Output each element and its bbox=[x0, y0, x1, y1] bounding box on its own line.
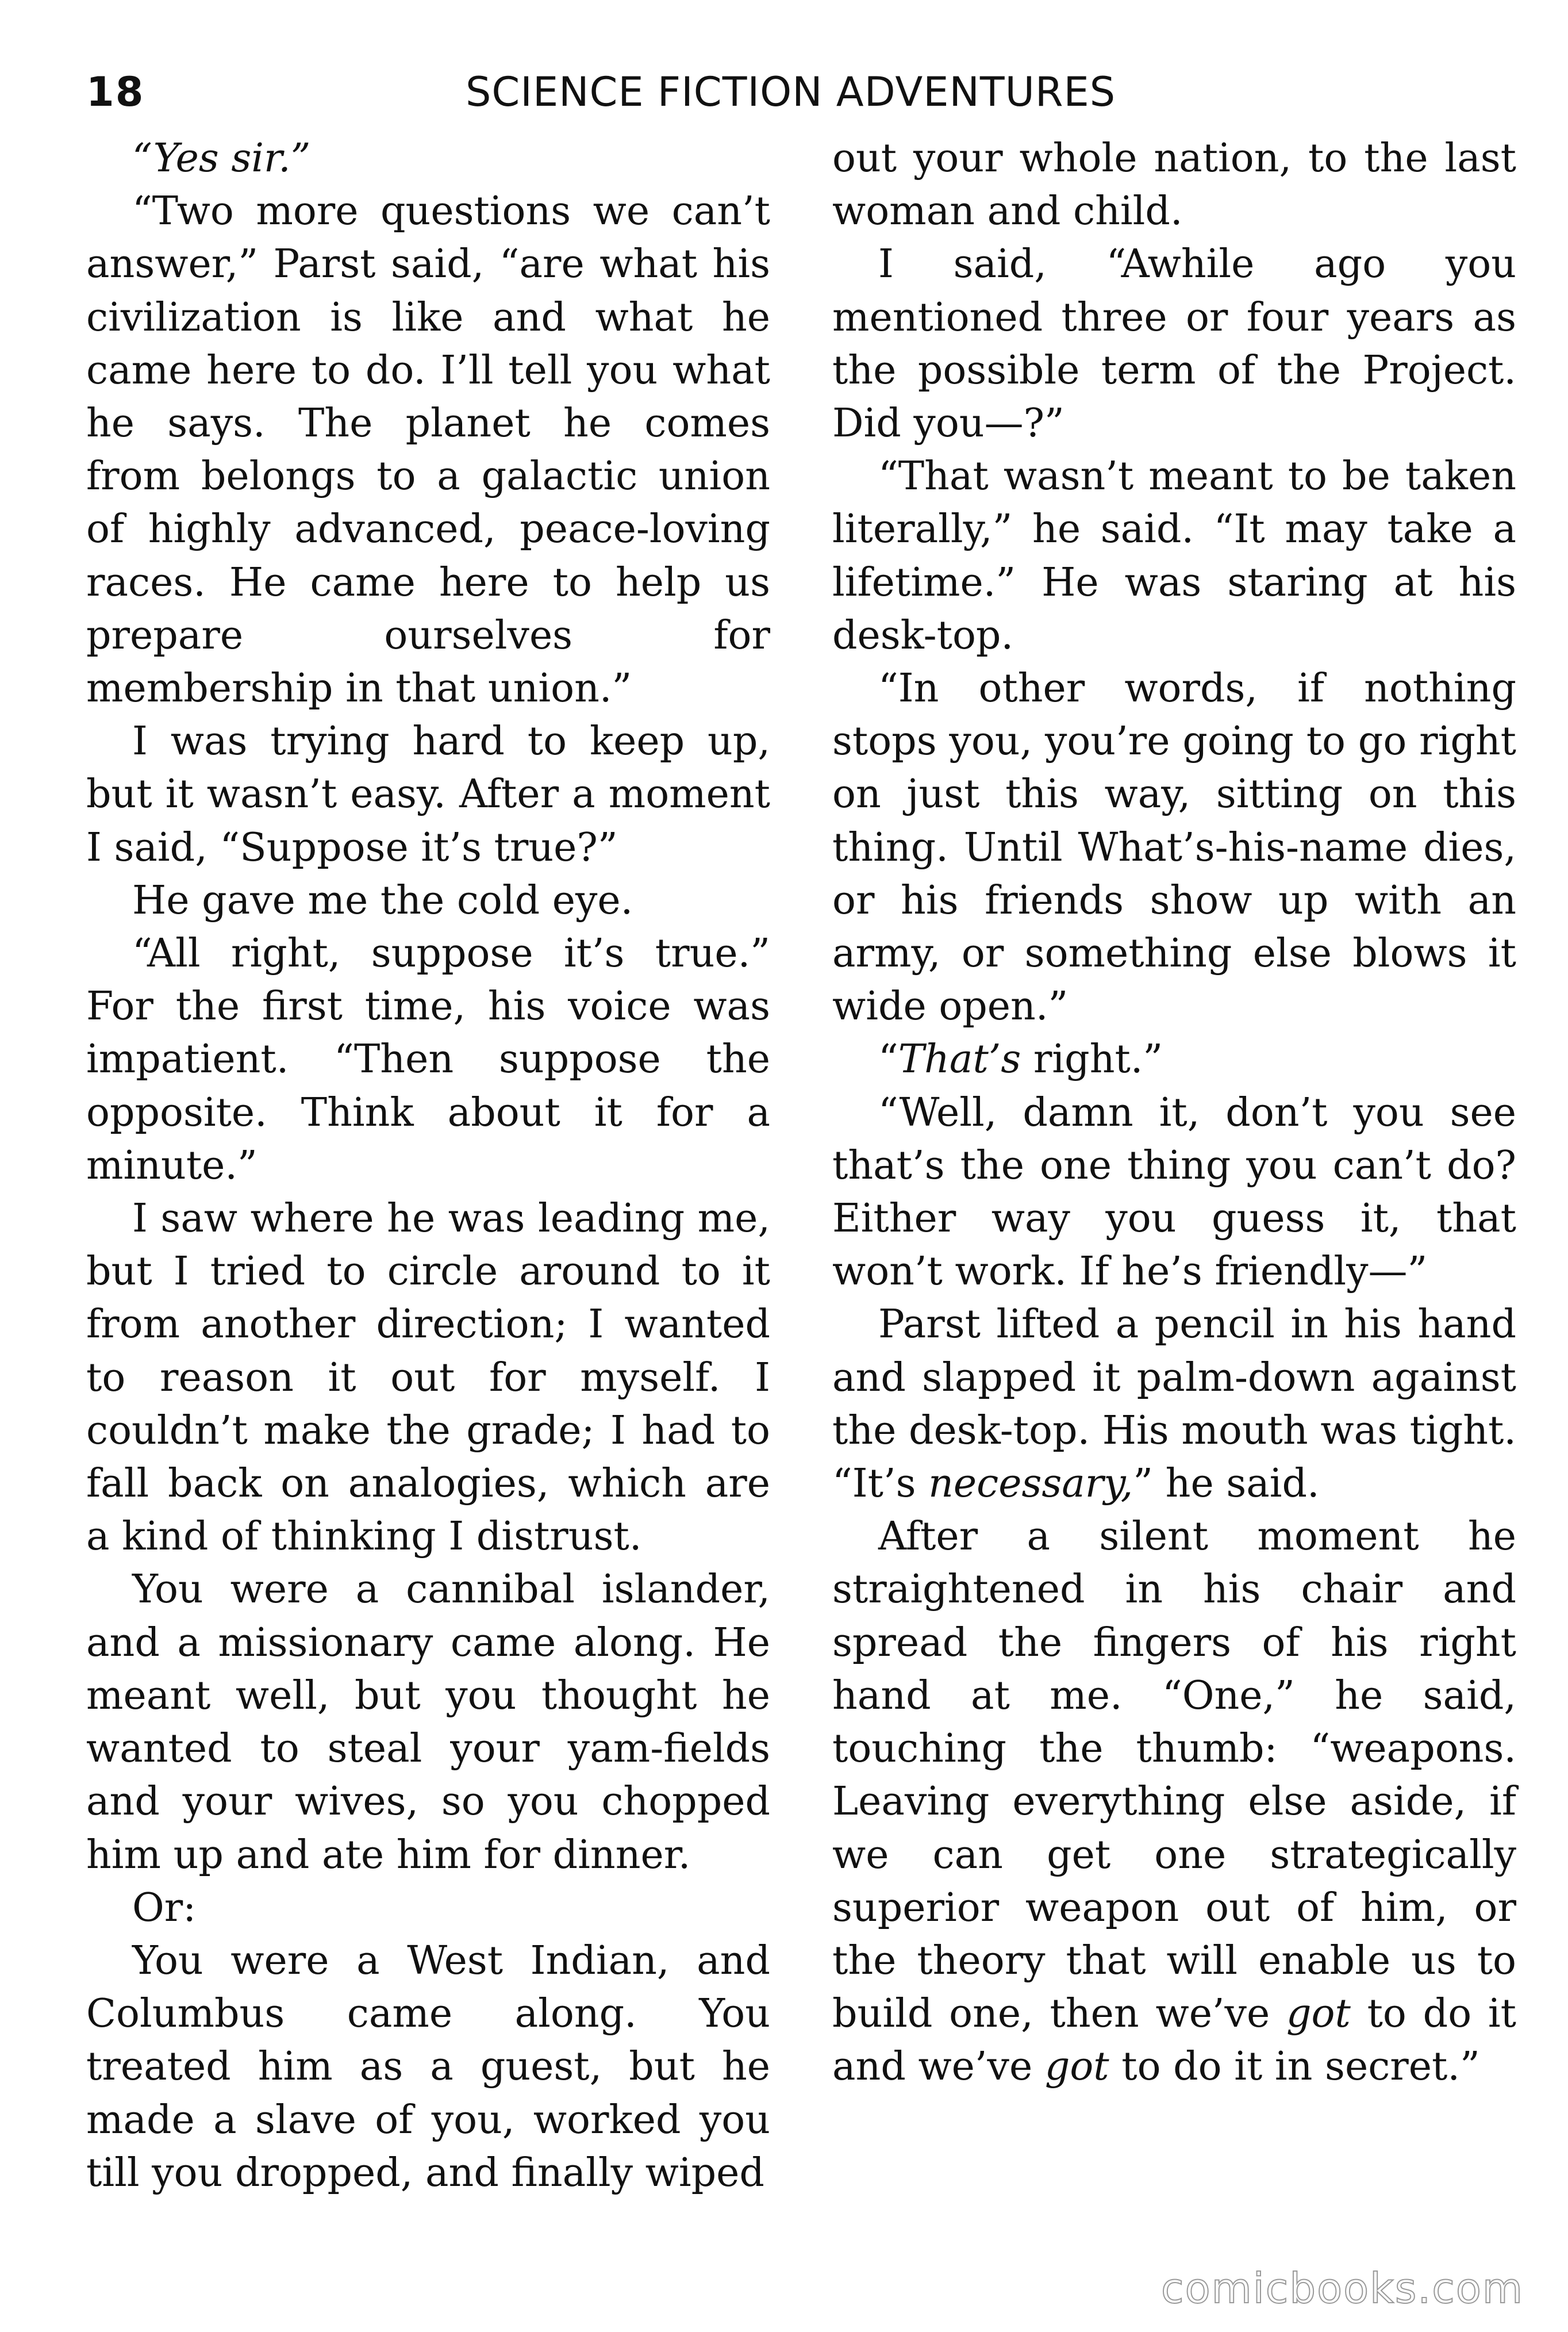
running-head bbox=[86, 60, 1523, 124]
paragraph-text: I was trying hard to keep up, but it wasn’t easy. After a moment I said, “Suppose it’s true?” bbox=[86, 719, 770, 870]
paragraph bbox=[832, 1298, 1516, 1510]
magazine-title: SCIENCE FICTION ADVENTURES bbox=[466, 68, 1116, 116]
paragraph-text: I said, “Awhile ago you mentioned three or four years as the possible term of the Project. Did you—?” bbox=[832, 241, 1516, 447]
watermark-logo: comicbooks.com bbox=[1161, 2264, 1524, 2312]
paragraph-text: I saw where he was leading me, but I tried to circle around to it from another direction; I wanted to reason it out for myself. I couldn’t make the grade; I had to fall back on analogies, which are a kind of thinking I distrust. bbox=[86, 1196, 770, 1560]
paragraph-text: You were a cannibal islander, and a missionary came along. He meant well, but you thought he wanted to steal your yam-fields and your wives, so you chopped him up and ate him for dinner. bbox=[86, 1567, 770, 1878]
paragraph bbox=[832, 1510, 1516, 2093]
paragraph-text: Parst lifted a pencil in his hand and slapped it palm-down against the desk-top. His mouth was tight. “It’s bbox=[832, 1302, 1516, 1507]
paragraph bbox=[86, 1192, 770, 1563]
paragraph-text: “In other words, if nothing stops you, you’re going to go right on just this way, sitting on this thing. Until What’s-his-name dies, or his friends show up with an army, or something else blows it wide open.” bbox=[832, 666, 1516, 1030]
paragraph-text: to do it in secret.” bbox=[1109, 2044, 1480, 2090]
paragraph bbox=[86, 927, 770, 1192]
paragraph-text: “That wasn’t meant to be taken literally,” he said. “It may take a lifetime.” He was staring at his desk-top. bbox=[832, 454, 1516, 658]
paragraph-text: “ bbox=[878, 1037, 898, 1083]
paragraph bbox=[832, 662, 1516, 1033]
paragraph bbox=[832, 238, 1516, 450]
paragraph-text: ” he said. bbox=[1133, 1461, 1320, 1507]
paragraph bbox=[86, 132, 770, 185]
paragraph bbox=[832, 132, 1516, 238]
paragraph bbox=[86, 1882, 770, 1935]
text-column-right bbox=[832, 132, 1516, 2094]
paragraph-text: “Two more questions we can’t answer,” Parst said, “are what his civilization is like and what he came here to do. I’ll tell you what he says. The planet he comes from belongs to a galactic union of highly advanced, peace-loving races. He came here to help us prepare ourselves for membership in that union.” bbox=[86, 189, 770, 712]
paragraph bbox=[832, 1033, 1516, 1086]
paragraph-text: right.” bbox=[1021, 1037, 1163, 1083]
italic-text: got bbox=[1286, 1991, 1351, 2037]
paragraph bbox=[832, 450, 1516, 662]
paragraph-text: “All right, suppose it’s true.” For the first time, his voice was impatient. “Then suppose the opposite. Think about it for a minute.” bbox=[86, 931, 770, 1188]
paragraph-text: After a silent moment he straightened in his chair and spread the fingers of his right hand at me. “One,” he said, touching the thumb: “weapons. Leaving everything else aside, if we can get one strategically superior weapon out of him, or the theory that will enable us to build one, then we’ve bbox=[832, 1514, 1516, 2037]
paragraph bbox=[86, 875, 770, 927]
text-column-left bbox=[86, 132, 770, 2200]
paragraph-text: You were a West Indian, and Columbus came along. You treated him as a guest, but he made a slave of you, worked you till you dropped, and finally wiped bbox=[86, 1938, 770, 2196]
italic-text: necessary, bbox=[928, 1461, 1133, 1507]
paragraph bbox=[86, 185, 770, 715]
italic-text: “Yes sir.” bbox=[132, 136, 311, 181]
paragraph bbox=[86, 1563, 770, 1881]
paragraph-text: out your whole nation, to the last woman and child. bbox=[832, 136, 1516, 235]
italic-text: got bbox=[1044, 2044, 1109, 2090]
paragraph bbox=[832, 1087, 1516, 1299]
paragraph-text: He gave me the cold eye. bbox=[132, 877, 633, 923]
paragraph-text: to do it and we’ve bbox=[832, 1991, 1517, 2090]
paragraph-text: “Well, damn it, don’t you see that’s the one thing you can’t do? Either way you guess it, that won’t work. If he’s friendly—” bbox=[832, 1090, 1516, 1295]
paragraph-text: Or: bbox=[132, 1885, 197, 1931]
paragraph bbox=[86, 1935, 770, 2200]
page-number: 18 bbox=[86, 68, 145, 116]
paragraph bbox=[86, 715, 770, 875]
italic-text: That’s bbox=[898, 1037, 1021, 1083]
